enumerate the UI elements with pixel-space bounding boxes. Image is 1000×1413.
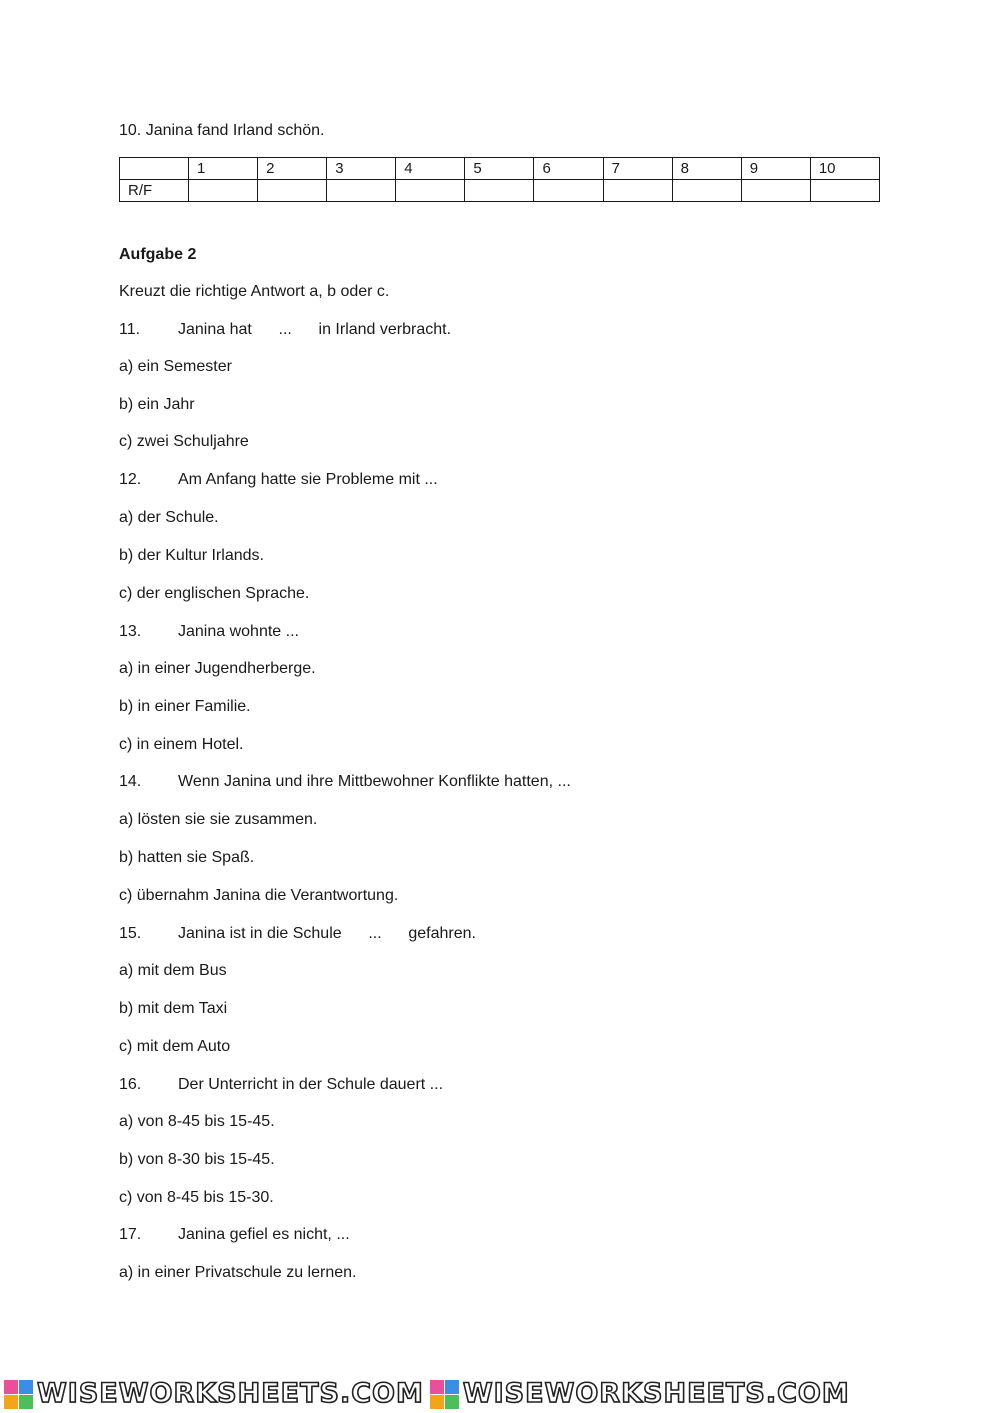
option-13c[interactable]: c) in einem Hotel. <box>119 736 244 753</box>
answer-grid-input-row <box>120 180 880 202</box>
answer-cell-8[interactable] <box>672 180 741 202</box>
option-12c[interactable]: c) der englischen Sprache. <box>119 585 310 602</box>
logo-block-i <box>19 1380 33 1394</box>
question-number: 16. <box>119 1076 142 1093</box>
answer-grid-header: 9 <box>741 158 810 180</box>
answer-cell-6[interactable] <box>534 180 603 202</box>
question-13 <box>119 622 299 642</box>
question-number: 14. <box>119 773 142 790</box>
question-number: 15. <box>119 925 142 942</box>
question-14 <box>119 772 571 792</box>
answer-grid-header-row <box>120 158 880 180</box>
answer-grid-row-label: R/F <box>120 180 189 202</box>
footer-watermark <box>0 1376 1000 1412</box>
option-16a[interactable]: a) von 8-45 bis 15-45. <box>119 1113 275 1130</box>
logo-blocks-icon <box>4 1380 33 1409</box>
option-11a[interactable]: a) ein Semester <box>119 358 232 375</box>
logo-wordmark: WISEWORKSHEETS.COM <box>37 1378 424 1409</box>
wiseworksheets-logo <box>430 1376 850 1412</box>
option-13a[interactable]: a) in einer Jugendherberge. <box>119 660 316 677</box>
logo-wordmark: WISEWORKSHEETS.COM <box>462 1378 850 1409</box>
logo-block-e <box>445 1395 459 1409</box>
logo-block-s <box>4 1395 18 1409</box>
question-number: 11. <box>119 321 141 338</box>
answer-cell-7[interactable] <box>603 180 672 202</box>
option-12a[interactable]: a) der Schule. <box>119 509 219 526</box>
answer-grid-corner <box>120 158 189 180</box>
question-text: Der Unterricht in der Schule dauert ... <box>178 1076 444 1093</box>
question-text: Am Anfang hatte sie Probleme mit ... <box>178 471 438 488</box>
statement-10 <box>119 121 325 141</box>
question-text: Janina gefiel es nicht, ... <box>178 1226 350 1243</box>
logo-block-s <box>430 1395 444 1409</box>
option-15c[interactable]: c) mit dem Auto <box>119 1038 231 1055</box>
option-14b[interactable]: b) hatten sie Spaß. <box>119 849 255 866</box>
answer-grid-header: 10 <box>810 158 879 180</box>
answer-grid-header: 2 <box>258 158 327 180</box>
question-number: 13. <box>119 623 142 640</box>
option-12b[interactable]: b) der Kultur Irlands. <box>119 547 264 564</box>
logo-block-w <box>4 1380 18 1394</box>
answer-grid-header: 3 <box>327 158 396 180</box>
question-text: Janina hat ... in Irland verbracht. <box>178 321 452 338</box>
answer-cell-1[interactable] <box>189 180 258 202</box>
question-number: 17. <box>119 1226 142 1243</box>
option-14c[interactable]: c) übernahm Janina die Verantwortung. <box>119 887 399 904</box>
option-16b[interactable]: b) von 8-30 bis 15-45. <box>119 1151 275 1168</box>
option-11b[interactable]: b) ein Jahr <box>119 396 195 413</box>
answer-grid-header: 5 <box>465 158 534 180</box>
answer-cell-9[interactable] <box>741 180 810 202</box>
option-17a[interactable]: a) in einer Privatschule zu lernen. <box>119 1264 357 1281</box>
answer-cell-3[interactable] <box>327 180 396 202</box>
question-text: Janina wohnte ... <box>178 623 299 640</box>
statement-text: Janina fand Irland schön. <box>145 122 325 139</box>
option-13b[interactable]: b) in einer Familie. <box>119 698 251 715</box>
option-15a[interactable]: a) mit dem Bus <box>119 962 227 979</box>
section-instruction: Kreuzt die richtige Antwort a, b oder c. <box>119 283 390 300</box>
answer-grid-header: 7 <box>603 158 672 180</box>
answer-cell-10[interactable] <box>810 180 879 202</box>
question-number: 12. <box>119 471 142 488</box>
answer-cell-2[interactable] <box>258 180 327 202</box>
question-text: Wenn Janina und ihre Mittbewohner Konflikte hatten, ... <box>178 773 571 790</box>
answer-grid-header: 4 <box>396 158 465 180</box>
logo-block-e <box>19 1395 33 1409</box>
answer-grid-header: 8 <box>672 158 741 180</box>
option-14a[interactable]: a) lösten sie sie zusammen. <box>119 811 318 828</box>
answer-cell-4[interactable] <box>396 180 465 202</box>
answer-grid <box>119 157 880 202</box>
logo-block-i <box>445 1380 459 1394</box>
question-text: Janina ist in die Schule ... gefahren. <box>178 925 476 942</box>
section-title: Aufgabe 2 <box>119 246 197 263</box>
statement-number: 10. <box>119 122 142 139</box>
question-17 <box>119 1225 350 1245</box>
logo-block-w <box>430 1380 444 1394</box>
question-11 <box>119 320 451 340</box>
question-15 <box>119 924 476 944</box>
answer-grid-header: 6 <box>534 158 603 180</box>
question-16 <box>119 1075 443 1095</box>
answer-cell-5[interactable] <box>465 180 534 202</box>
wiseworksheets-logo <box>4 1376 424 1412</box>
option-15b[interactable]: b) mit dem Taxi <box>119 1000 228 1017</box>
answer-grid-header: 1 <box>189 158 258 180</box>
option-11c[interactable]: c) zwei Schuljahre <box>119 433 249 450</box>
option-16c[interactable]: c) von 8-45 bis 15-30. <box>119 1189 274 1206</box>
question-12 <box>119 470 438 490</box>
logo-blocks-icon <box>430 1380 459 1409</box>
